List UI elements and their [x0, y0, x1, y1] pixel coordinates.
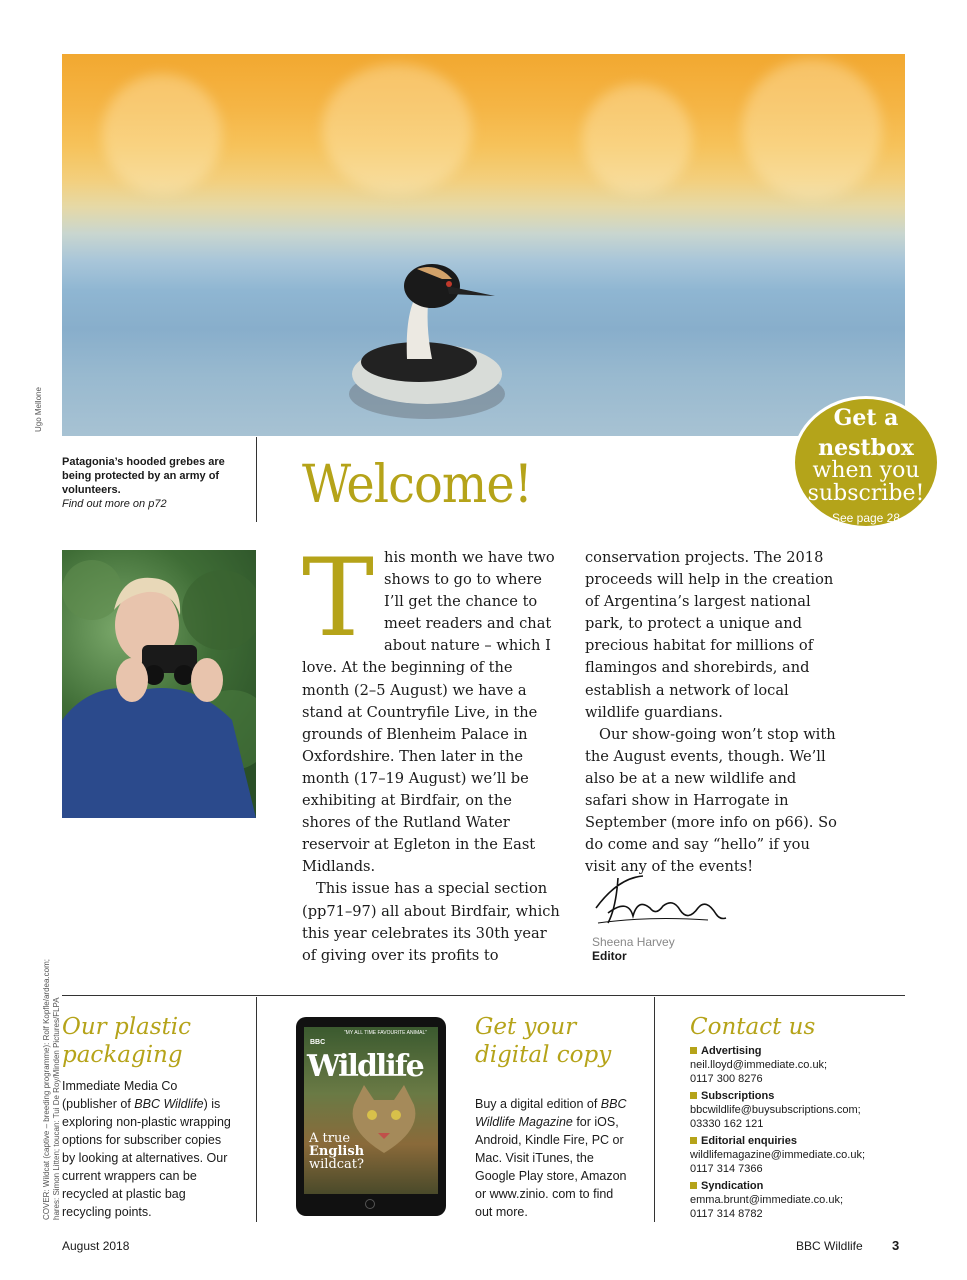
footer-date: August 2018	[62, 1239, 130, 1253]
digital-text: Buy a digital edition of BBC Wildlife Magazine for iOS, Android, Kindle Fire, PC or Mac. Visit iTunes, the Google Play store, Amazon or www.zinio. com to find out more.	[475, 1097, 627, 1219]
contact-heading: Editorial enquiries	[690, 1134, 865, 1148]
magazine-title: Wildlife	[307, 1049, 423, 1084]
subscribe-promo-badge[interactable]	[792, 396, 940, 529]
cover-credit-line: hares: Simon Litten; toucan: Tui De Roy/Minden Pictures/FLPA	[52, 997, 61, 1220]
contact-heading: Subscriptions	[690, 1089, 861, 1103]
promo-line-4: subscribe!	[807, 481, 925, 506]
magazine-headline: A true English wildcat?	[309, 1131, 365, 1172]
footer-divider	[256, 997, 257, 1222]
footer-divider	[654, 997, 655, 1222]
photo-credit: Ugo Mellone	[34, 387, 43, 432]
contact-email[interactable]: bbcwildlife@buysubscriptions.com;	[690, 1104, 861, 1116]
article-paragraph: his month we have two shows to go to where I’ll get the chance to meet readers and chat about nature – which I love. At the beginning of the month (2–5 August) we have a stand at Countryfile Live, in the grounds of Blenheim Palace in Oxfordshire. Then later in the month (17–19 August) we’ll be exhibiting at Birdfair, on the shores of the Rutland Water reservoir at Egleton in the East Midlands.	[302, 549, 555, 876]
hero-photo	[62, 54, 905, 436]
contact-email[interactable]: emma.brunt@immediate.co.uk;	[690, 1194, 844, 1206]
contact-editorial	[690, 1134, 865, 1176]
editor-photo	[62, 550, 256, 818]
contact-phone: 0117 314 8782	[690, 1208, 763, 1220]
caption-text: Patagonia’s hooded grebes are being protected by an army of volunteers.	[62, 456, 225, 496]
contact-advertising	[690, 1044, 827, 1086]
page-number: 3	[892, 1238, 900, 1253]
contact-heading: Syndication	[690, 1179, 843, 1193]
contact-email[interactable]: neil.lloyd@immediate.co.uk;	[690, 1059, 828, 1071]
article-paragraph: conservation projects. The 2018 proceeds will help in the creation of Argentina’s largest national park, to protect a unique and precious habitat for millions of flamingos and shorebirds, and establish a network of local wildlife guardians.	[585, 549, 834, 721]
plastic-title-line: Our plastic	[62, 1014, 192, 1040]
magazine-bbc-logo: BBC	[310, 1039, 326, 1046]
article-paragraph: Our show-going won’t stop with the August events, though. We’ll also be at a new wildlife and safari show in Harrogate in September (more info on p66). So do come and say “hello” if you visit any of the events!	[585, 725, 837, 876]
editor-signature	[588, 868, 738, 938]
promo-page-ref: See page 28	[831, 511, 901, 525]
footer-magazine: BBC Wildlife	[796, 1239, 863, 1253]
contact-subscriptions	[690, 1089, 861, 1131]
page-title: Welcome!	[302, 455, 533, 515]
contact-phone: 03330 162 121	[690, 1118, 764, 1130]
contact-syndication	[690, 1179, 843, 1221]
contact-title: Contact us	[690, 1014, 816, 1040]
contact-phone: 0117 314 7366	[690, 1163, 763, 1175]
contact-heading: Advertising	[690, 1044, 827, 1058]
grebe-illustration	[347, 234, 512, 424]
section-divider	[62, 995, 905, 996]
tablet-home-button	[365, 1199, 375, 1209]
plastic-title	[62, 1013, 191, 1069]
editor-role: Editor	[592, 949, 627, 963]
editor-name: Sheena Harvey	[592, 935, 675, 949]
cover-credit-line: COVER: Wildcat (captive – breeding programme): Rolf Kopfle/ardea.com;	[42, 959, 51, 1220]
magazine-strap: “MY ALL TIME FAVOURITE ANIMAL”	[344, 1030, 427, 1036]
article-paragraph: This issue has a special section (pp71–97) all about Birdfair, which this year celebrates its 30th year of giving over its profits to	[302, 880, 560, 964]
cover-credit	[42, 959, 62, 1220]
digital-edition-tablet[interactable]	[296, 1017, 446, 1216]
plastic-title-line: packaging	[62, 1042, 183, 1068]
photo-caption	[62, 455, 242, 511]
contact-phone: 0117 300 8276	[690, 1073, 763, 1085]
promo-line-3: when you	[812, 458, 920, 483]
promo-line-2: nestbox	[818, 435, 914, 461]
magazine-cover	[304, 1027, 438, 1194]
contact-email[interactable]: wildlifemagazine@immediate.co.uk;	[690, 1149, 866, 1161]
plastic-text: Immediate Media Co (publisher of BBC Wildlife) is exploring non-plastic wrapping options for subscriber copies by looking at alternatives. Our current wrappers can be recycled at plastic bag recycling points.	[62, 1079, 231, 1219]
promo-line-1: Get a	[833, 405, 899, 431]
article-column-1	[302, 536, 562, 967]
digital-title	[475, 1013, 611, 1069]
digital-title-line: digital copy	[475, 1042, 612, 1068]
caption-page-ref: Find out more on p72	[62, 498, 167, 510]
drop-cap: T	[302, 536, 375, 661]
digital-title-line: Get your	[475, 1014, 577, 1040]
article-column-2	[585, 547, 840, 878]
caption-divider	[256, 437, 257, 522]
